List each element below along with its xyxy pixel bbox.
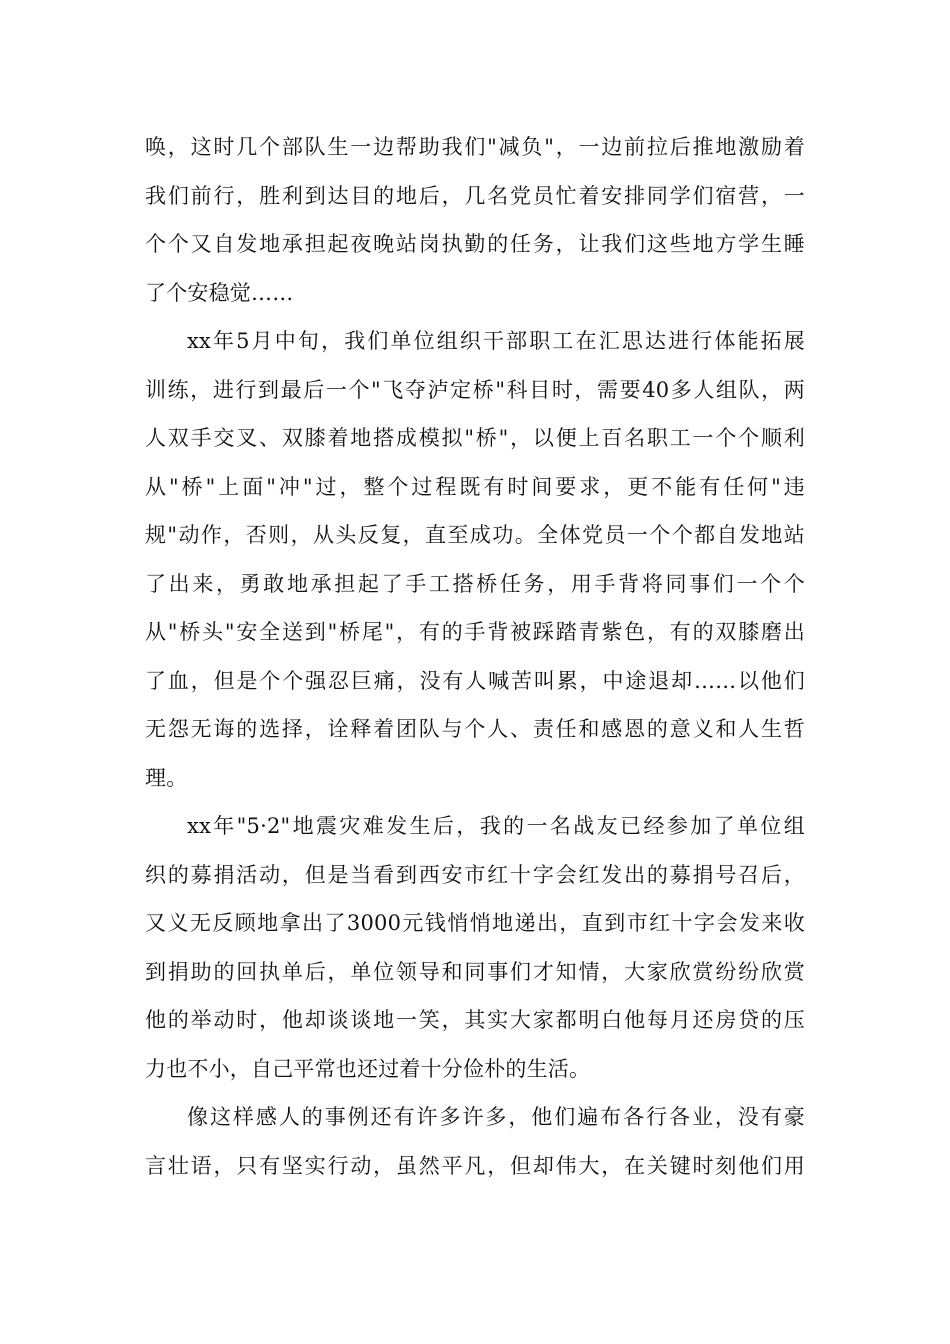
text-line: 从"桥头"安全送到"桥尾"，有的手背被踩踏青紫色，有的双膝磨出 bbox=[145, 620, 805, 644]
text-line: 从"桥"上面"冲"过，整个过程既有时间要求，更不能有任何"违 bbox=[145, 474, 805, 499]
text-line: 规"动作，否则，从头反复，直至成功。全体党员一个个都自发地站 bbox=[145, 523, 805, 547]
text-line: 他的举动时，他却谈谈地一笑，其实大家都明白他每月还房贷的压 bbox=[145, 1008, 805, 1032]
text-line: 无怨无诲的选择，诠释着团队与个人、责任和感恩的意义和人生哲 bbox=[145, 717, 805, 741]
text-line: xx年5月中旬，我们单位组织干部职工在汇思达进行体能拓展 bbox=[187, 329, 805, 353]
text-line: 织的募捐活动，但是当看到西安市红十字会红发出的募捐号召后， bbox=[145, 862, 805, 887]
text-line: 个个又自发地承担起夜晚站岗执勤的任务，让我们这些地方学生睡 bbox=[145, 232, 805, 256]
text-line: 训练，进行到最后一个"飞夺泸定桥"科目时，需要40多人组队，两 bbox=[145, 377, 805, 402]
text-line: 到捐助的回执单后，单位领导和同事们才知情，大家欣赏纷纷欣赏 bbox=[145, 959, 805, 984]
text-line: 了出来，勇敢地承担起了手工搭桥任务，用手背将同事们一个个 bbox=[145, 571, 805, 596]
text-line: 理。 bbox=[145, 765, 188, 790]
text-line: 了血，但是个个强忍巨痛，没有人喊苦叫累，中途退却……以他们 bbox=[145, 668, 805, 693]
text-line: 唤，这时几个部队生一边帮助我们"减负"，一边前拉后推地激励着 bbox=[145, 135, 805, 159]
text-line: 人双手交叉、双膝着地搭成模拟"桥"，以便上百名职工一个个顺利 bbox=[145, 426, 805, 450]
text-line: 像这样感人的事例还有许多许多，他们遍布各行各业，没有豪 bbox=[187, 1105, 805, 1129]
body-text bbox=[145, 123, 805, 1190]
text-line: 力也不小，自己平常也还过着十分俭朴的生活。 bbox=[145, 1056, 591, 1081]
text-line: 又义无反顾地拿出了3000元钱悄悄地递出，直到市红十字会发来收 bbox=[145, 911, 805, 935]
text-line: 我们前行，胜利到达目的地后，几名党员忙着安排同学们宿营，一 bbox=[145, 183, 805, 208]
text-line: xx年"5·2"地震灾难发生后，我的一名战友已经参加了单位组 bbox=[187, 814, 805, 838]
text-line: 了个安稳觉…… bbox=[145, 280, 294, 305]
text-line: 言壮语，只有坚实行动，虽然平凡，但却伟大，在关键时刻他们用 bbox=[145, 1153, 805, 1178]
